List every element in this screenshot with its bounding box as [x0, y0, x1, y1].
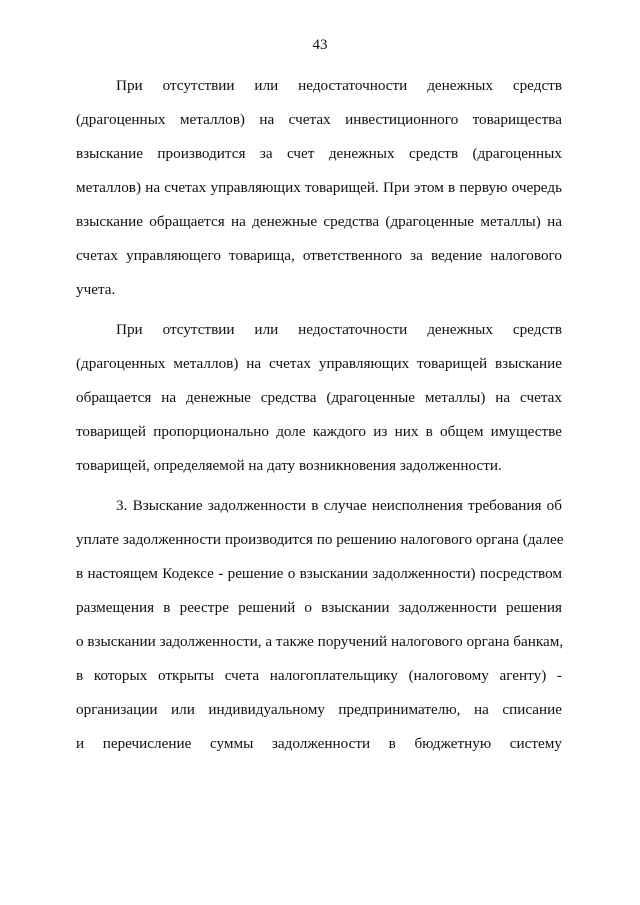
text-line: металлов) на счетах управляющих товарищей. При этом в первую очередь [76, 179, 562, 196]
text-line: товарищей, определяемой на дату возникновения задолженности. [76, 457, 502, 474]
text-line: в которых открыты счета налогоплательщику (налоговому агенту) - [76, 667, 562, 684]
text-line: счетах управляющего товарища, ответственного за ведение налогового [76, 247, 562, 264]
text-line: о взыскании задолженности, а также поручений налогового органа банкам, [76, 633, 564, 650]
text-line: взыскание производится за счет денежных средств (драгоценных [76, 145, 562, 162]
text-line: (драгоценных металлов) на счетах инвестиционного товарищества [76, 111, 562, 128]
paragraph-2 [76, 313, 562, 483]
document-body [76, 69, 562, 767]
text-line: и перечисление суммы задолженности в бюджетную систему [76, 735, 562, 752]
text-line: При отсутствии или недостаточности денежных средств [116, 321, 562, 338]
page-number: 43 [312, 37, 328, 53]
text-line: взыскание обращается на денежные средства (драгоценные металлы) на [76, 213, 562, 230]
paragraph-3 [76, 489, 562, 761]
paragraph-1 [76, 69, 562, 307]
text-line: обращается на денежные средства (драгоценные металлы) на счетах [76, 389, 562, 406]
text-line: товарищей пропорционально доле каждого из них в общем имуществе [76, 423, 562, 440]
text-line: организации или индивидуальному предпринимателю, на списание [76, 701, 562, 718]
text-line: При отсутствии или недостаточности денежных средств [116, 77, 562, 94]
text-line: 3. Взыскание задолженности в случае неисполнения требования об [116, 497, 562, 514]
text-line: (драгоценных металлов) на счетах управляющих товарищей взыскание [76, 355, 562, 372]
text-line: уплате задолженности производится по решению налогового органа (далее [76, 531, 564, 548]
text-line: размещения в реестре решений о взыскании задолженности решения [76, 599, 562, 616]
text-line: в настоящем Кодексе - решение о взыскании задолженности) посредством [76, 565, 562, 582]
text-line: учета. [76, 281, 116, 298]
